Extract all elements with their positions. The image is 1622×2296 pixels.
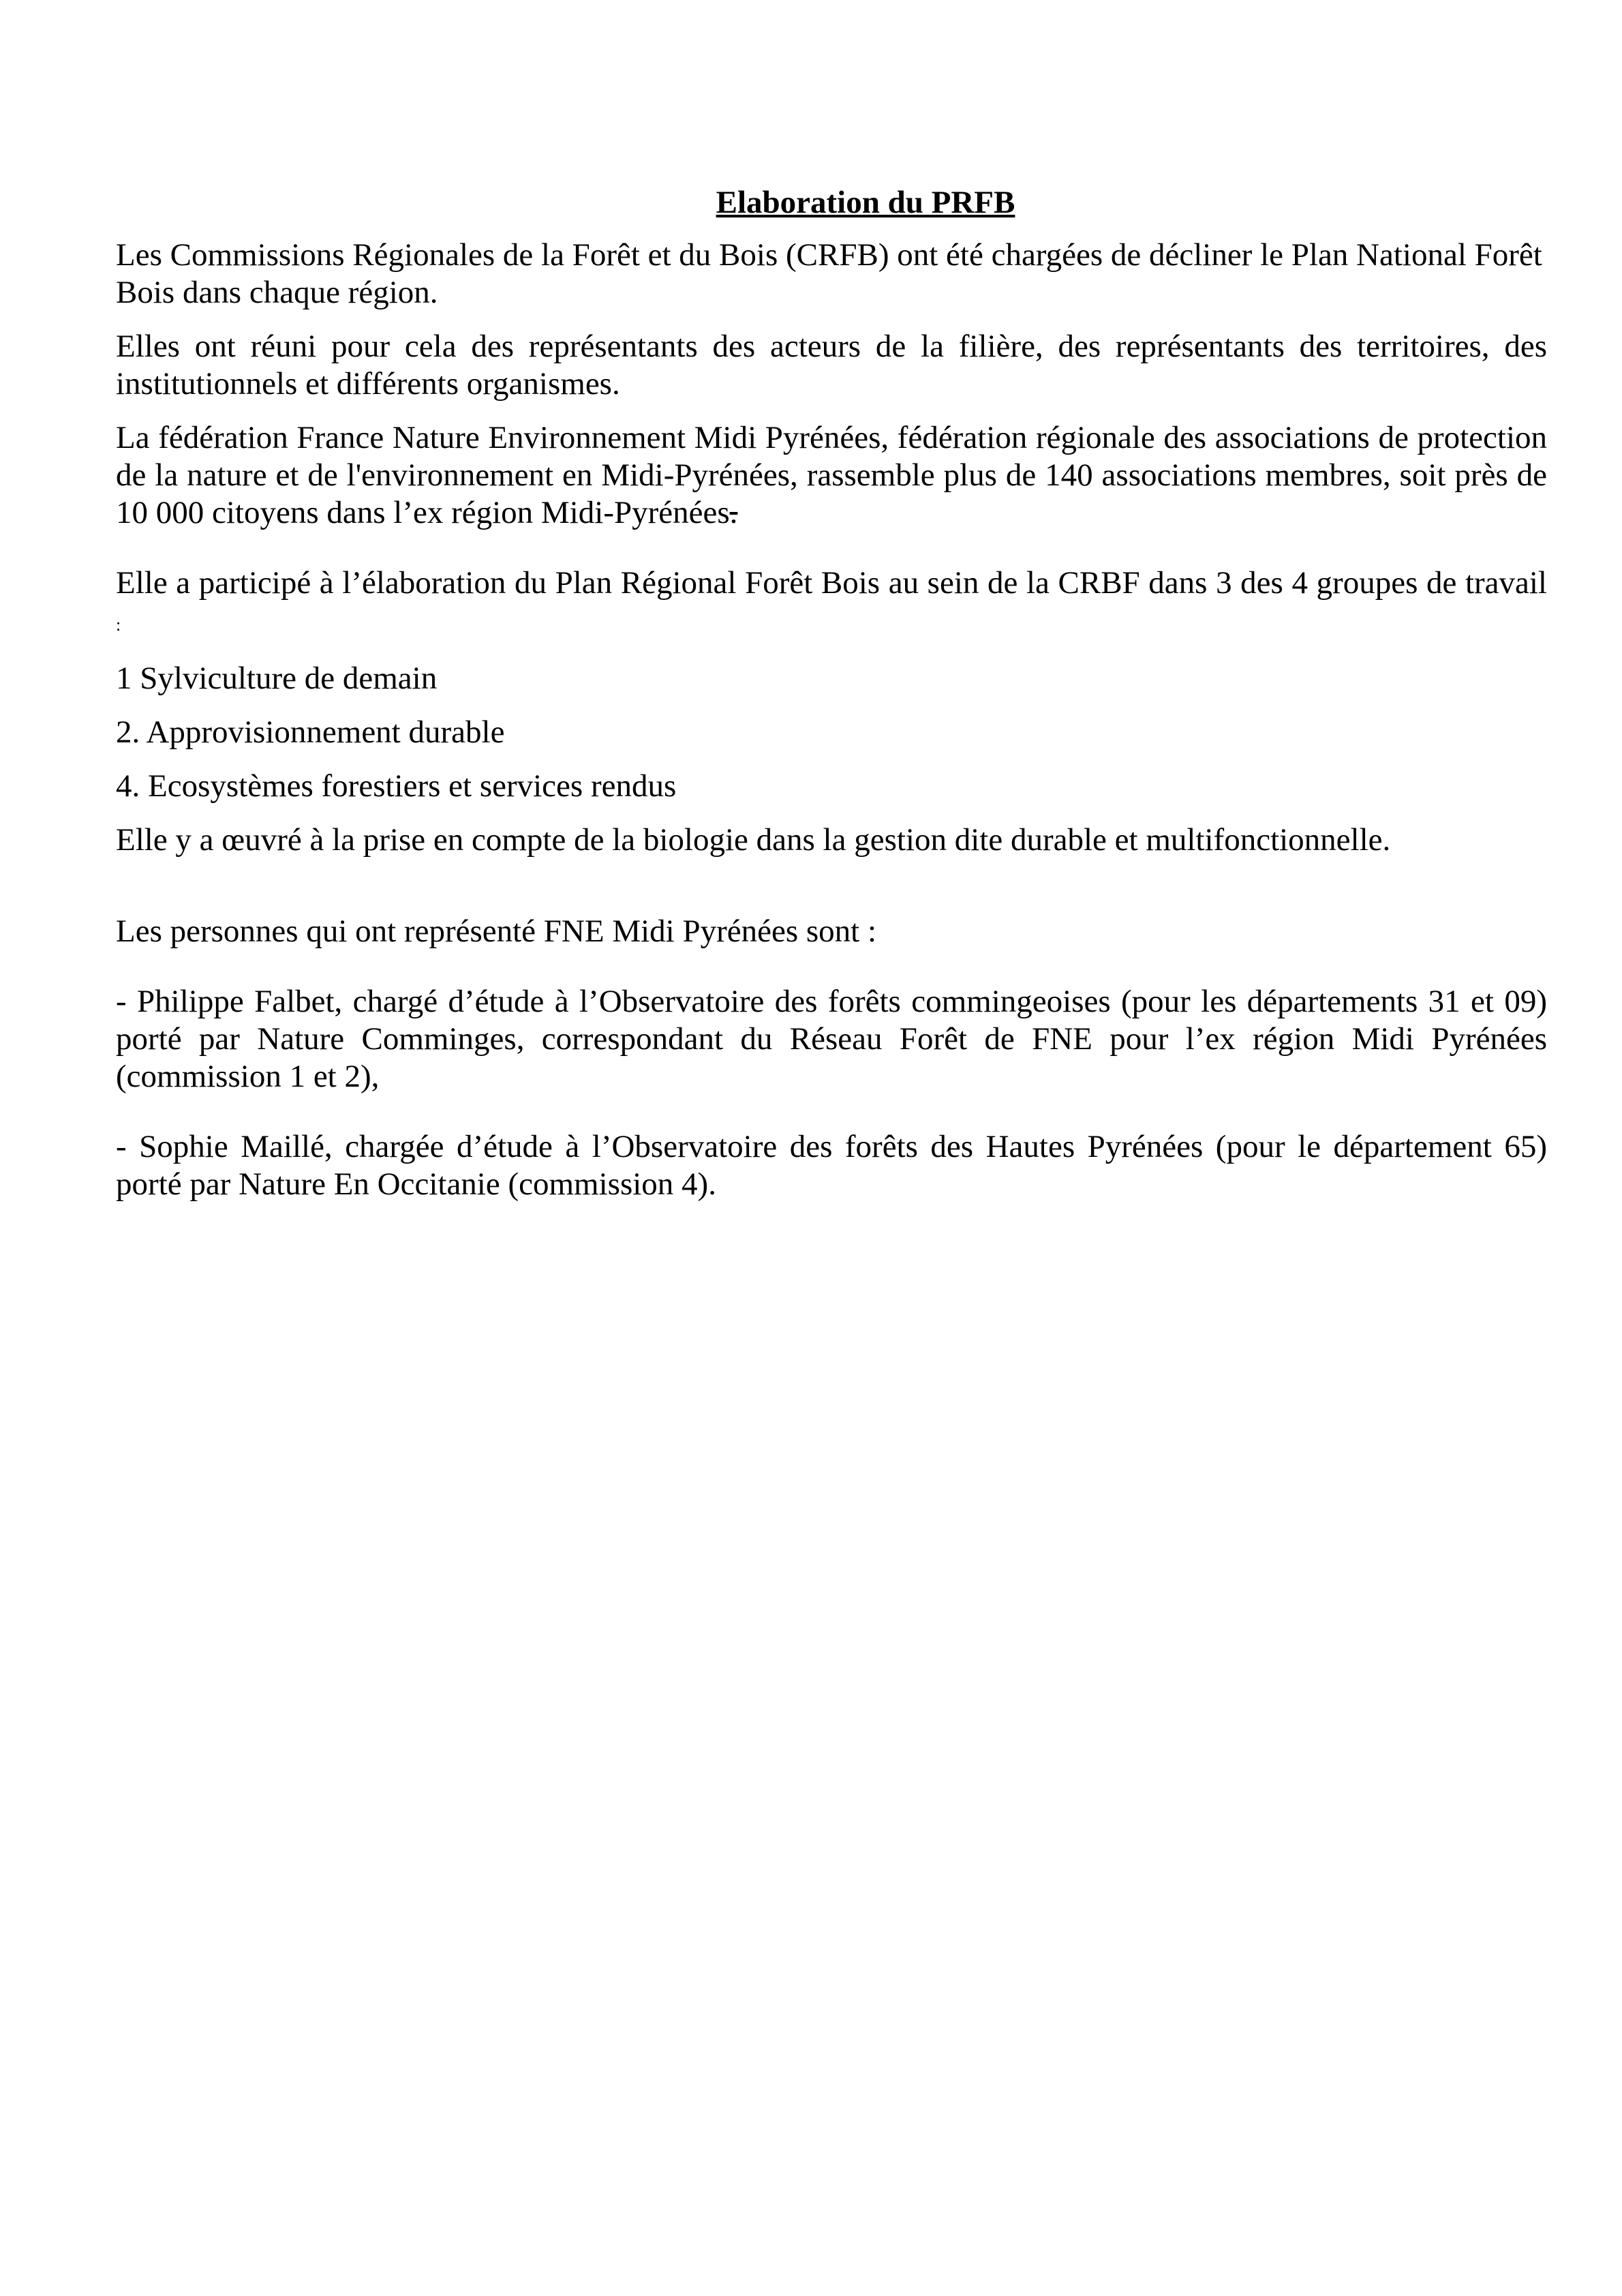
spacer xyxy=(116,875,1547,913)
paragraph-biologie: Elle y a œuvré à la prise en compte de la biologie dans la gestion dite durable et multifonctionnelle. xyxy=(116,822,1391,858)
paragraph-federation-text: La fédération France Nature Environnement Midi Pyrénées, fédération régionale des associations de protection de la nature et de l'environnement en Midi-Pyrénées, rassemble plus de 140 associations membres, soit près de 10 000 citoyens dans l’ex région Midi-Pyrénées xyxy=(116,420,1547,530)
spacer xyxy=(116,967,1547,983)
list-item-ecosystemes: 4. Ecosystèmes forestiers et services rendus xyxy=(116,768,677,804)
paragraph-federation xyxy=(116,419,1547,532)
spacer xyxy=(116,548,1547,564)
paragraph-philippe-falbet: - Philippe Falbet, chargé d’étude à l’Observatoire des forêts commingeoises (pour les départements 31 et 09) porté par Nature Comminges, correspondant du Réseau Forêt de FNE pour l’ex région Midi Pyrénées (commission 1 et 2), xyxy=(116,984,1547,1094)
paragraph-participation-colon: : xyxy=(116,615,121,635)
paragraph-participation-text: Elle a participé à l’élaboration du Plan Régional Forêt Bois au sein de la CRBF dans 3 des 4 groupes de travail xyxy=(116,565,1547,601)
paragraph-participation xyxy=(116,564,1547,644)
document-page xyxy=(116,184,1547,1220)
paragraph-representants: Elles ont réuni pour cela des représentants des acteurs de la filière, des représentants des territoires, des institutionnels et différents organismes. xyxy=(116,329,1547,402)
document-title xyxy=(116,184,1547,222)
paragraph-crfb: Les Commissions Régionales de la Forêt et du Bois (CRFB) ont été chargées de décliner le Plan National Forêt Bois dans chaque région. xyxy=(116,237,1542,310)
document-title-text: Elaboration du PRFB xyxy=(716,185,1015,220)
spacer xyxy=(116,1112,1547,1128)
list-item-sylviculture: 1 Sylviculture de demain xyxy=(116,661,438,696)
paragraph-federation-period: . xyxy=(729,495,738,530)
paragraph-personnes: Les personnes qui ont représenté FNE Midi Pyrénées sont : xyxy=(116,913,877,949)
paragraph-sophie-maille: - Sophie Maillé, chargée d’étude à l’Observatoire des forêts des Hautes Pyrénées (pour le département 65) porté par Nature En Occitanie (commission 4). xyxy=(116,1129,1547,1202)
list-item-approvisionnement: 2. Approvisionnement durable xyxy=(116,714,505,750)
